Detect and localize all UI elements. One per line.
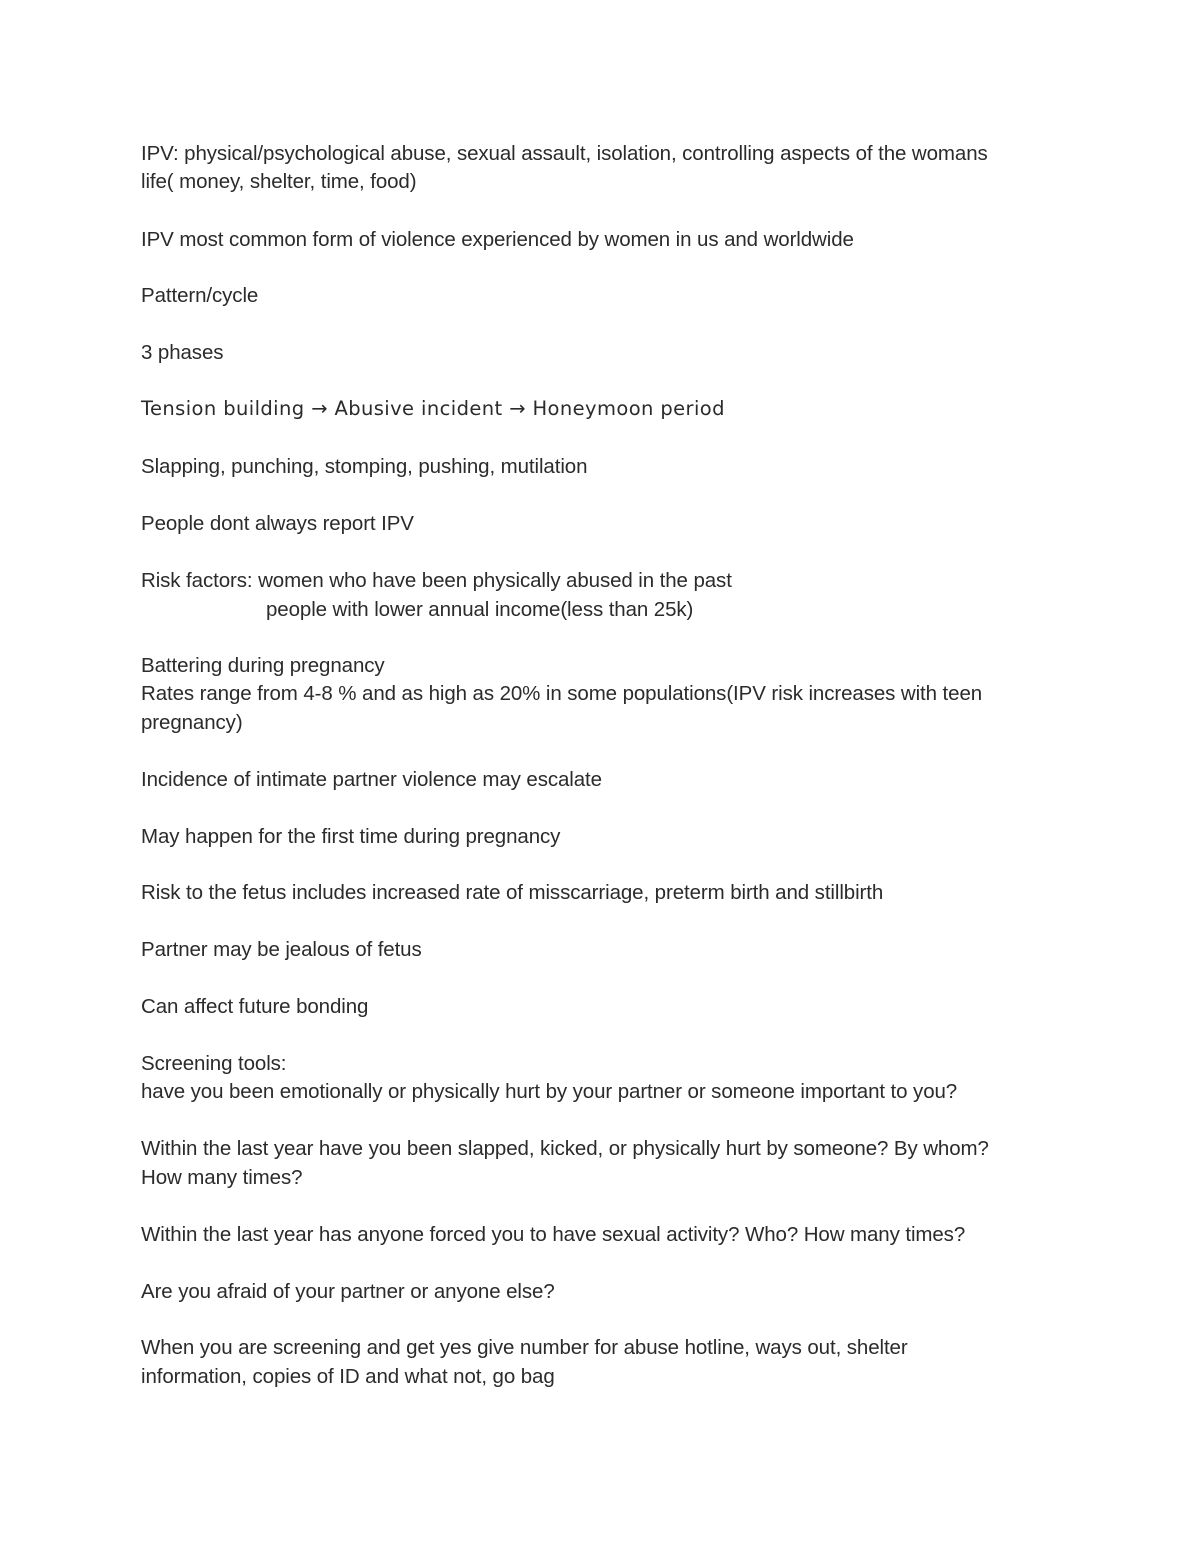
text-line: When you are screening and get yes give number for abuse hotline, ways out, shelter [141, 1336, 908, 1359]
risk-factors-line: Risk factors: women who have been physically abused in the past [141, 569, 732, 592]
text-line: Slapping, punching, stomping, pushing, mutilation [141, 455, 588, 478]
screening-question: How many times? [141, 1166, 303, 1189]
screening-question: have you been emotionally or physically hurt by your partner or someone important to you? [141, 1080, 958, 1103]
text-line: People dont always report IPV [141, 512, 414, 535]
text-line: IPV: physical/psychological abuse, sexual assault, isolation, controlling aspects of the womans [141, 142, 988, 165]
text-line: pregnancy) [141, 711, 243, 734]
text-line: IPV most common form of violence experienced by women in us and worldwide [141, 228, 854, 251]
phase-sequence: Tension building → Abusive incident → Honeymoon period [141, 397, 725, 420]
text-line: May happen for the first time during pregnancy [141, 825, 561, 848]
text-line: Can affect future bonding [141, 995, 369, 1018]
text-line: 3 phases [141, 341, 224, 364]
text-line: Incidence of intimate partner violence may escalate [141, 768, 602, 791]
section-heading: Screening tools: [141, 1052, 287, 1075]
text-line: information, copies of ID and what not, go bag [141, 1365, 555, 1388]
screening-question: Within the last year have you been slapped, kicked, or physically hurt by someone? By whom? [141, 1137, 989, 1160]
screening-question: Within the last year has anyone forced you to have sexual activity? Who? How many times? [141, 1223, 966, 1246]
section-heading: Battering during pregnancy [141, 654, 385, 677]
screening-question: Are you afraid of your partner or anyone else? [141, 1280, 555, 1303]
section-heading: Pattern/cycle [141, 284, 259, 307]
text-line: Rates range from 4-8 % and as high as 20% in some populations(IPV risk increases with teen [141, 682, 983, 705]
text-line: Risk to the fetus includes increased rate of misscarriage, preterm birth and stillbirth [141, 881, 884, 904]
text-line: Partner may be jealous of fetus [141, 938, 422, 961]
text-line: life( money, shelter, time, food) [141, 170, 417, 193]
risk-factors-line-indented: people with lower annual income(less than 25k) [266, 598, 694, 621]
